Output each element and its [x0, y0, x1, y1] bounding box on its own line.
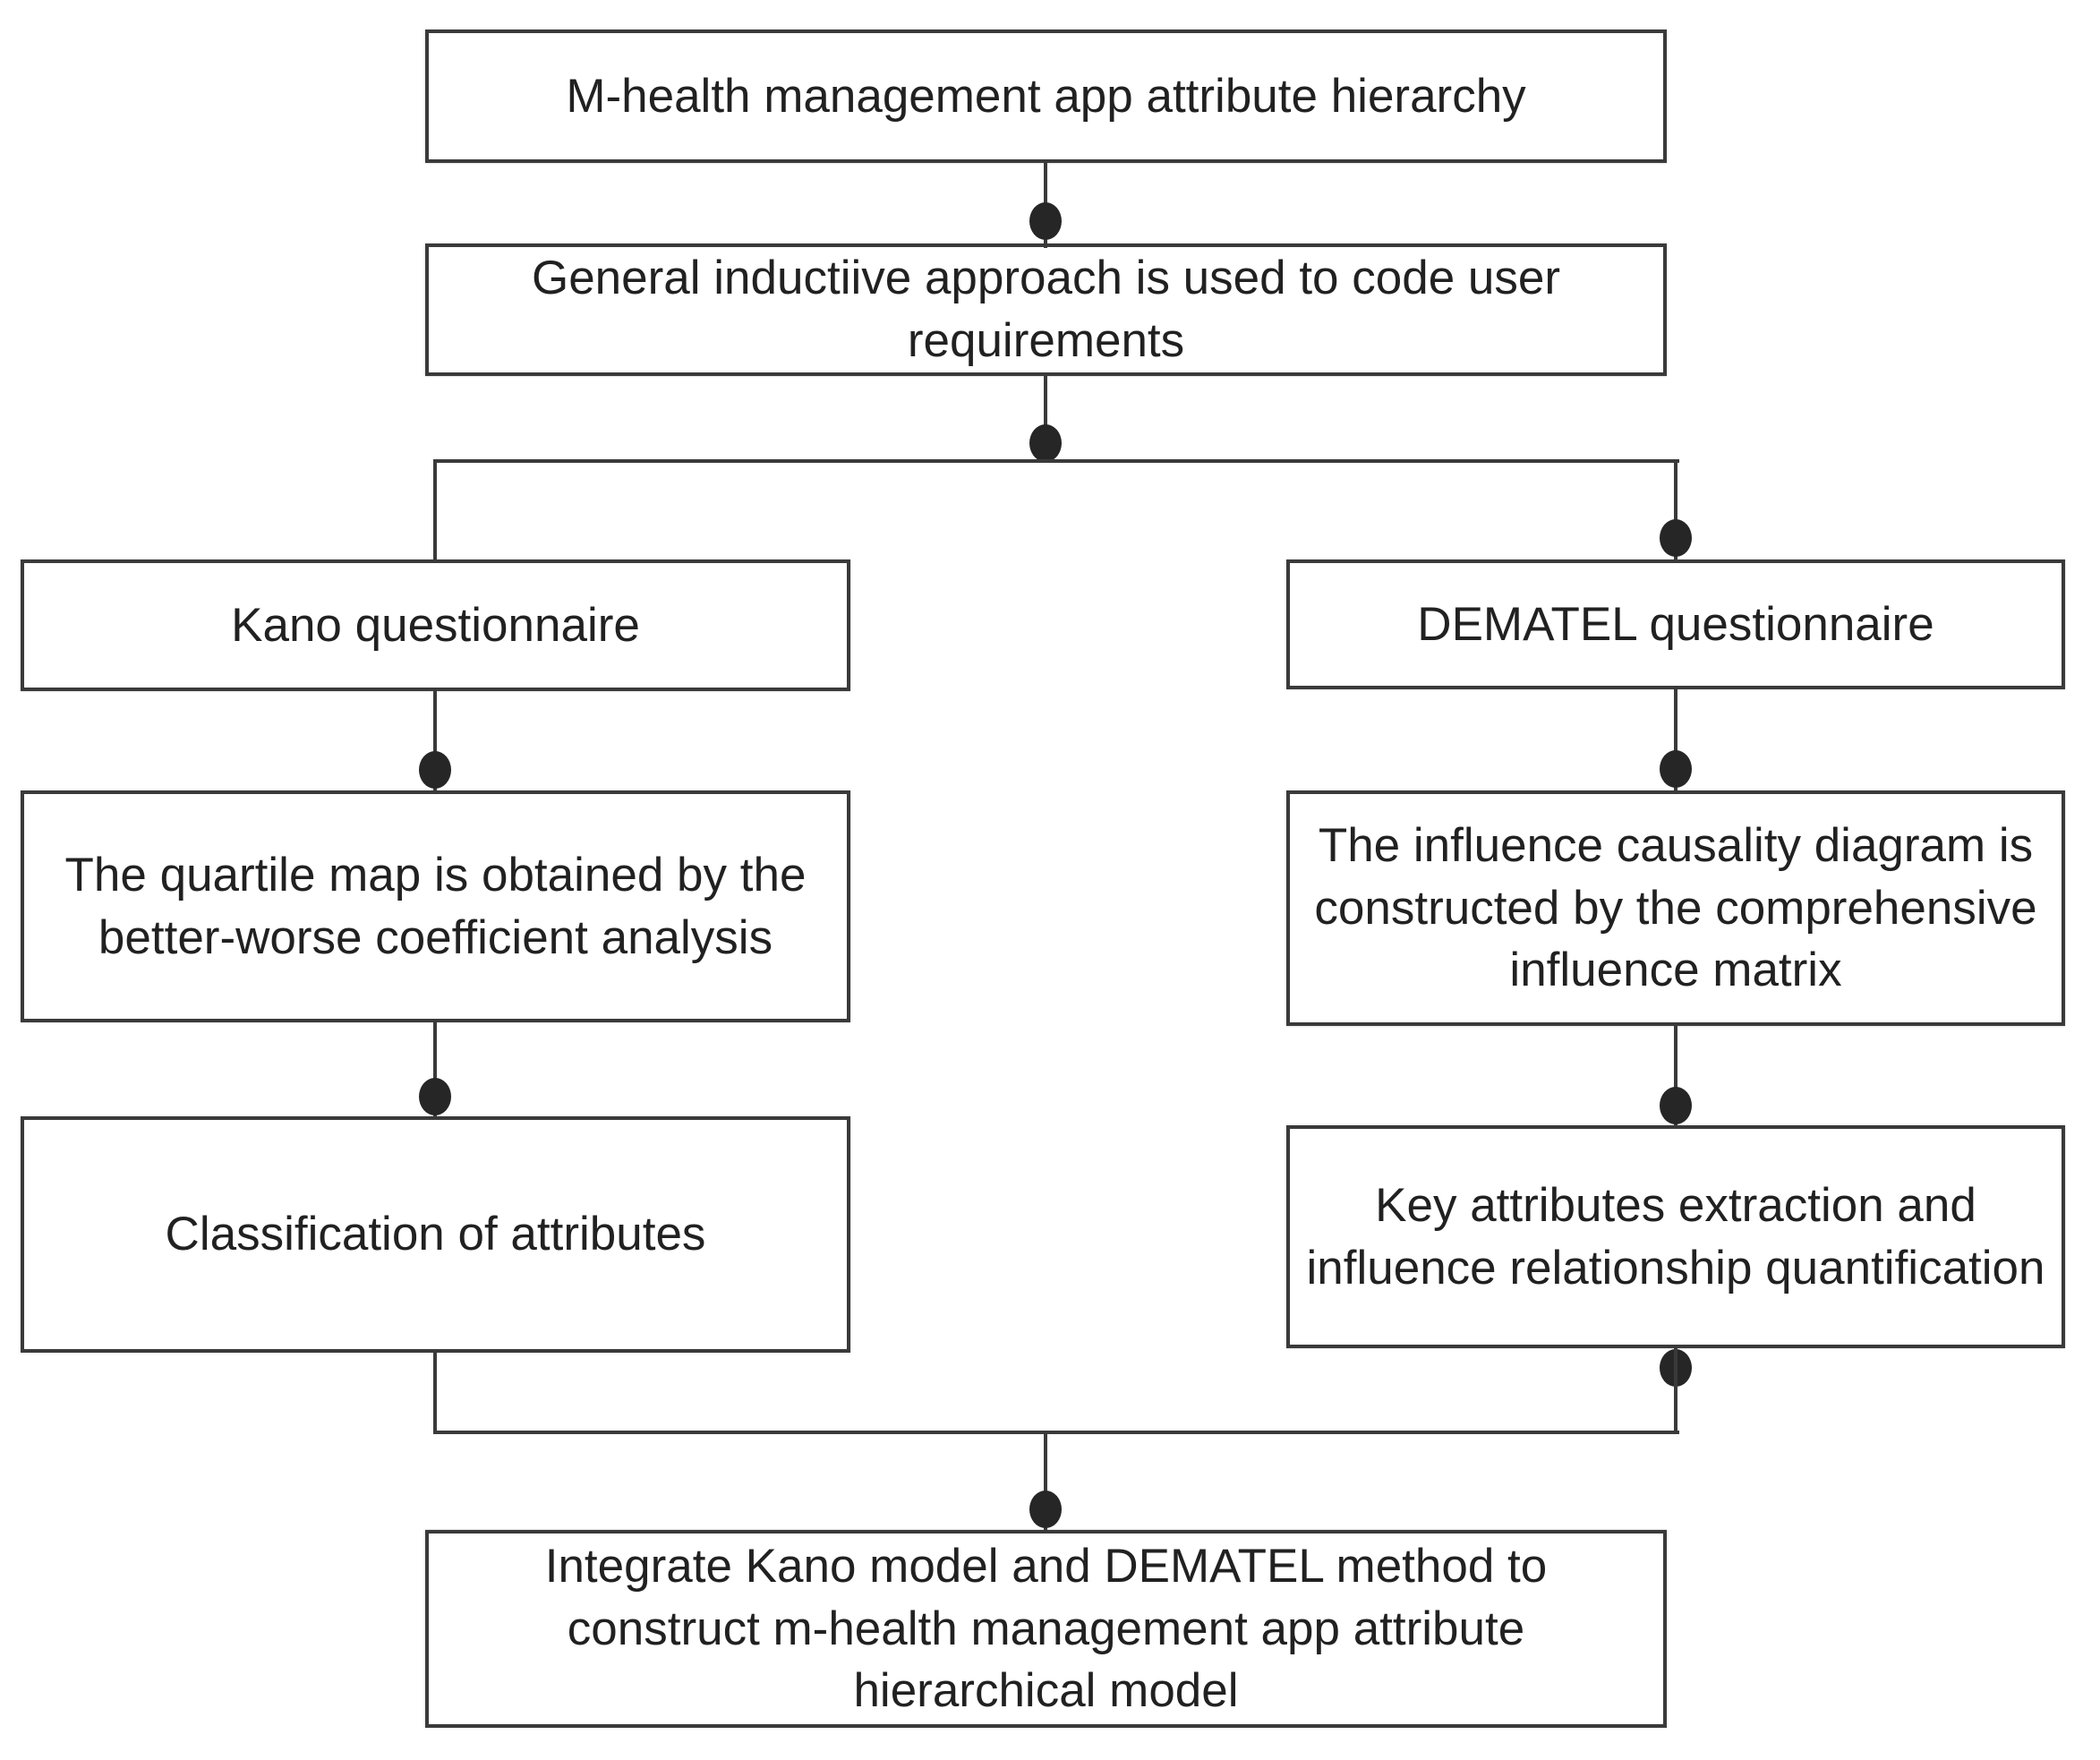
node-inductive-coding	[425, 243, 1667, 376]
junction-dot-dematel-causality	[1660, 750, 1692, 788]
connector-merge-bar	[433, 1431, 1679, 1434]
node-kano-questionnaire-label: Kano questionnaire	[231, 598, 640, 652]
node-attribute-hierarchy-label: M-health management app attribute hierarchy	[566, 69, 1526, 123]
connector-classification-merge	[433, 1353, 437, 1434]
node-dematel-questionnaire-label: DEMATEL questionnaire	[1417, 597, 1934, 651]
connector-split-bar	[433, 459, 1679, 463]
node-influence-causality-label: The influence causality diagram is constructed by the comprehensive influence matrix	[1314, 818, 2037, 997]
node-influence-causality	[1286, 790, 2065, 1026]
connector-split-kano	[433, 459, 437, 560]
node-integration	[425, 1530, 1667, 1728]
node-inductive-coding-label: General inductiive approach is used to code user requirements	[531, 252, 1561, 367]
node-quartile-map-label: The quartile map is obtained by the better-worse coefficient analysis	[64, 848, 807, 964]
node-dematel-questionnaire	[1286, 560, 2065, 689]
node-key-attributes	[1286, 1125, 2065, 1348]
node-quartile-map	[21, 790, 850, 1022]
connector-keyattributes-merge	[1674, 1348, 1677, 1434]
node-classification	[21, 1116, 850, 1353]
junction-dot-coding-split	[1029, 424, 1062, 462]
junction-dot-split-dematel	[1660, 519, 1692, 557]
node-key-attributes-label: Key attributes extraction and influence relationship quantification	[1306, 1178, 2045, 1294]
junction-dot-kano-quartile	[419, 751, 451, 789]
node-classification-label: Classification of attributes	[165, 1208, 706, 1261]
junction-dot-causality-keyattributes	[1660, 1087, 1692, 1124]
junction-dot-hierarchy-coding	[1029, 202, 1062, 240]
node-kano-questionnaire	[21, 560, 850, 691]
junction-dot-quartile-classification	[419, 1078, 451, 1115]
node-integration-label: Integrate Kano model and DEMATEL method to construct m-health management app attribute hierarchical model	[544, 1539, 1548, 1718]
junction-dot-merge-integration	[1029, 1491, 1062, 1528]
node-attribute-hierarchy	[425, 30, 1667, 163]
